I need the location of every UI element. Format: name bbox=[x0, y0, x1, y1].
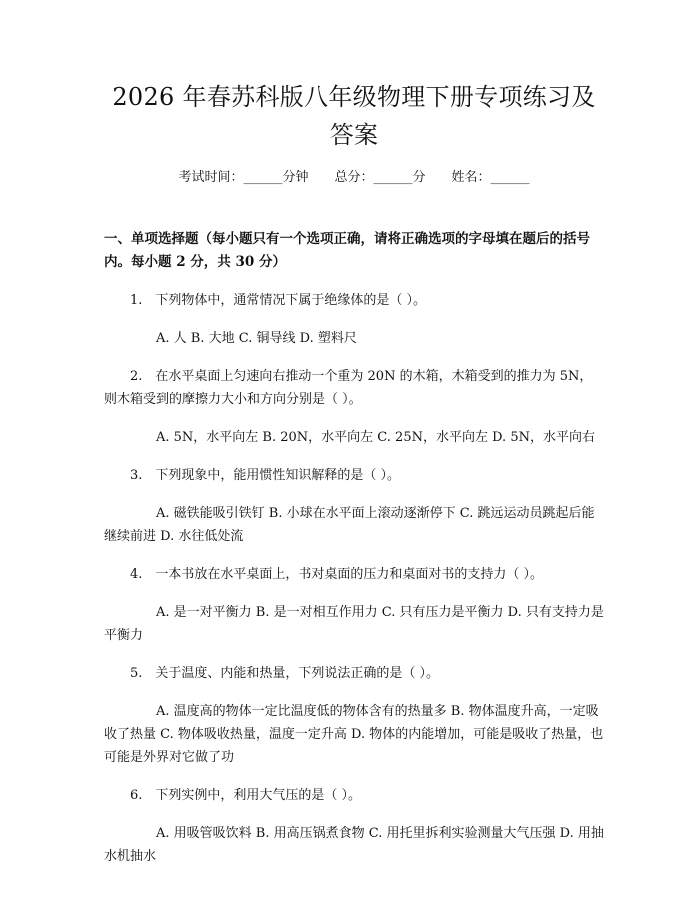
question-stem: 6. 下列实例中，利用大气压的是（ ）。 bbox=[130, 788, 362, 803]
question-stem: 2. 在水平桌面上匀速向右推动一个重为 20N 的木箱，木箱受到的推力为 5N，则木箱受到的摩擦力大小和方向分别是（ ）。 bbox=[104, 369, 593, 407]
section-heading: 一、单项选择题（每小题只有一个选项正确，请将正确选项的字母填在题后的括号内。每小题 2 分，共 30 分） bbox=[104, 231, 590, 270]
exam-info-line bbox=[104, 168, 604, 188]
total-score-field: 总分：______分 bbox=[334, 170, 426, 185]
question-options: A. 是一对平衡力 B. 是一对相互作用力 C. 只有压力是平衡力 D. 只有支持力是平衡力 bbox=[104, 605, 604, 643]
question-options: A. 5N，水平向左 B. 20N，水平向左 C. 25N，水平向左 D. 5N，水平向右 bbox=[156, 430, 595, 445]
question-options: A. 人 B. 大地 C. 铜导线 D. 塑料尺 bbox=[156, 331, 357, 346]
question-options: A. 用吸管吸饮料 B. 用高压锅煮食物 C. 用托里拆利实验测量大气压强 D. 用抽水机抽水 bbox=[104, 826, 604, 864]
question-options: A. 温度高的物体一定比温度低的物体含有的热量多 B. 物体温度升高，一定吸收了热量 C. 物体吸收热量，温度一定升高 D. 物体的内能增加，可能是吸收了热量，也可能是外界对它做了功 bbox=[104, 704, 604, 765]
document-title: 2026 年春苏科版八年级物理下册专项练习及答案 bbox=[112, 83, 596, 149]
question-stem: 3. 下列现象中，能用惯性知识解释的是（ ）。 bbox=[130, 468, 401, 483]
question-stem: 1. 下列物体中，通常情况下属于绝缘体的是（ ）。 bbox=[130, 293, 427, 308]
exam-time-field: 考试时间：______分钟 bbox=[178, 170, 309, 185]
question-stem: 4. 一本书放在水平桌面上，书对桌面的压力和桌面对书的支持力（ ）。 bbox=[130, 567, 544, 582]
question-options: A. 磁铁能吸引铁钉 B. 小球在水平面上滚动逐渐停下 C. 跳远运动员跳起后能继续前进 D. 水往低处流 bbox=[104, 506, 595, 544]
question-stem: 5. 关于温度、内能和热量，下列说法正确的是（ ）。 bbox=[130, 666, 440, 681]
student-name-field: 姓名：______ bbox=[451, 170, 530, 185]
